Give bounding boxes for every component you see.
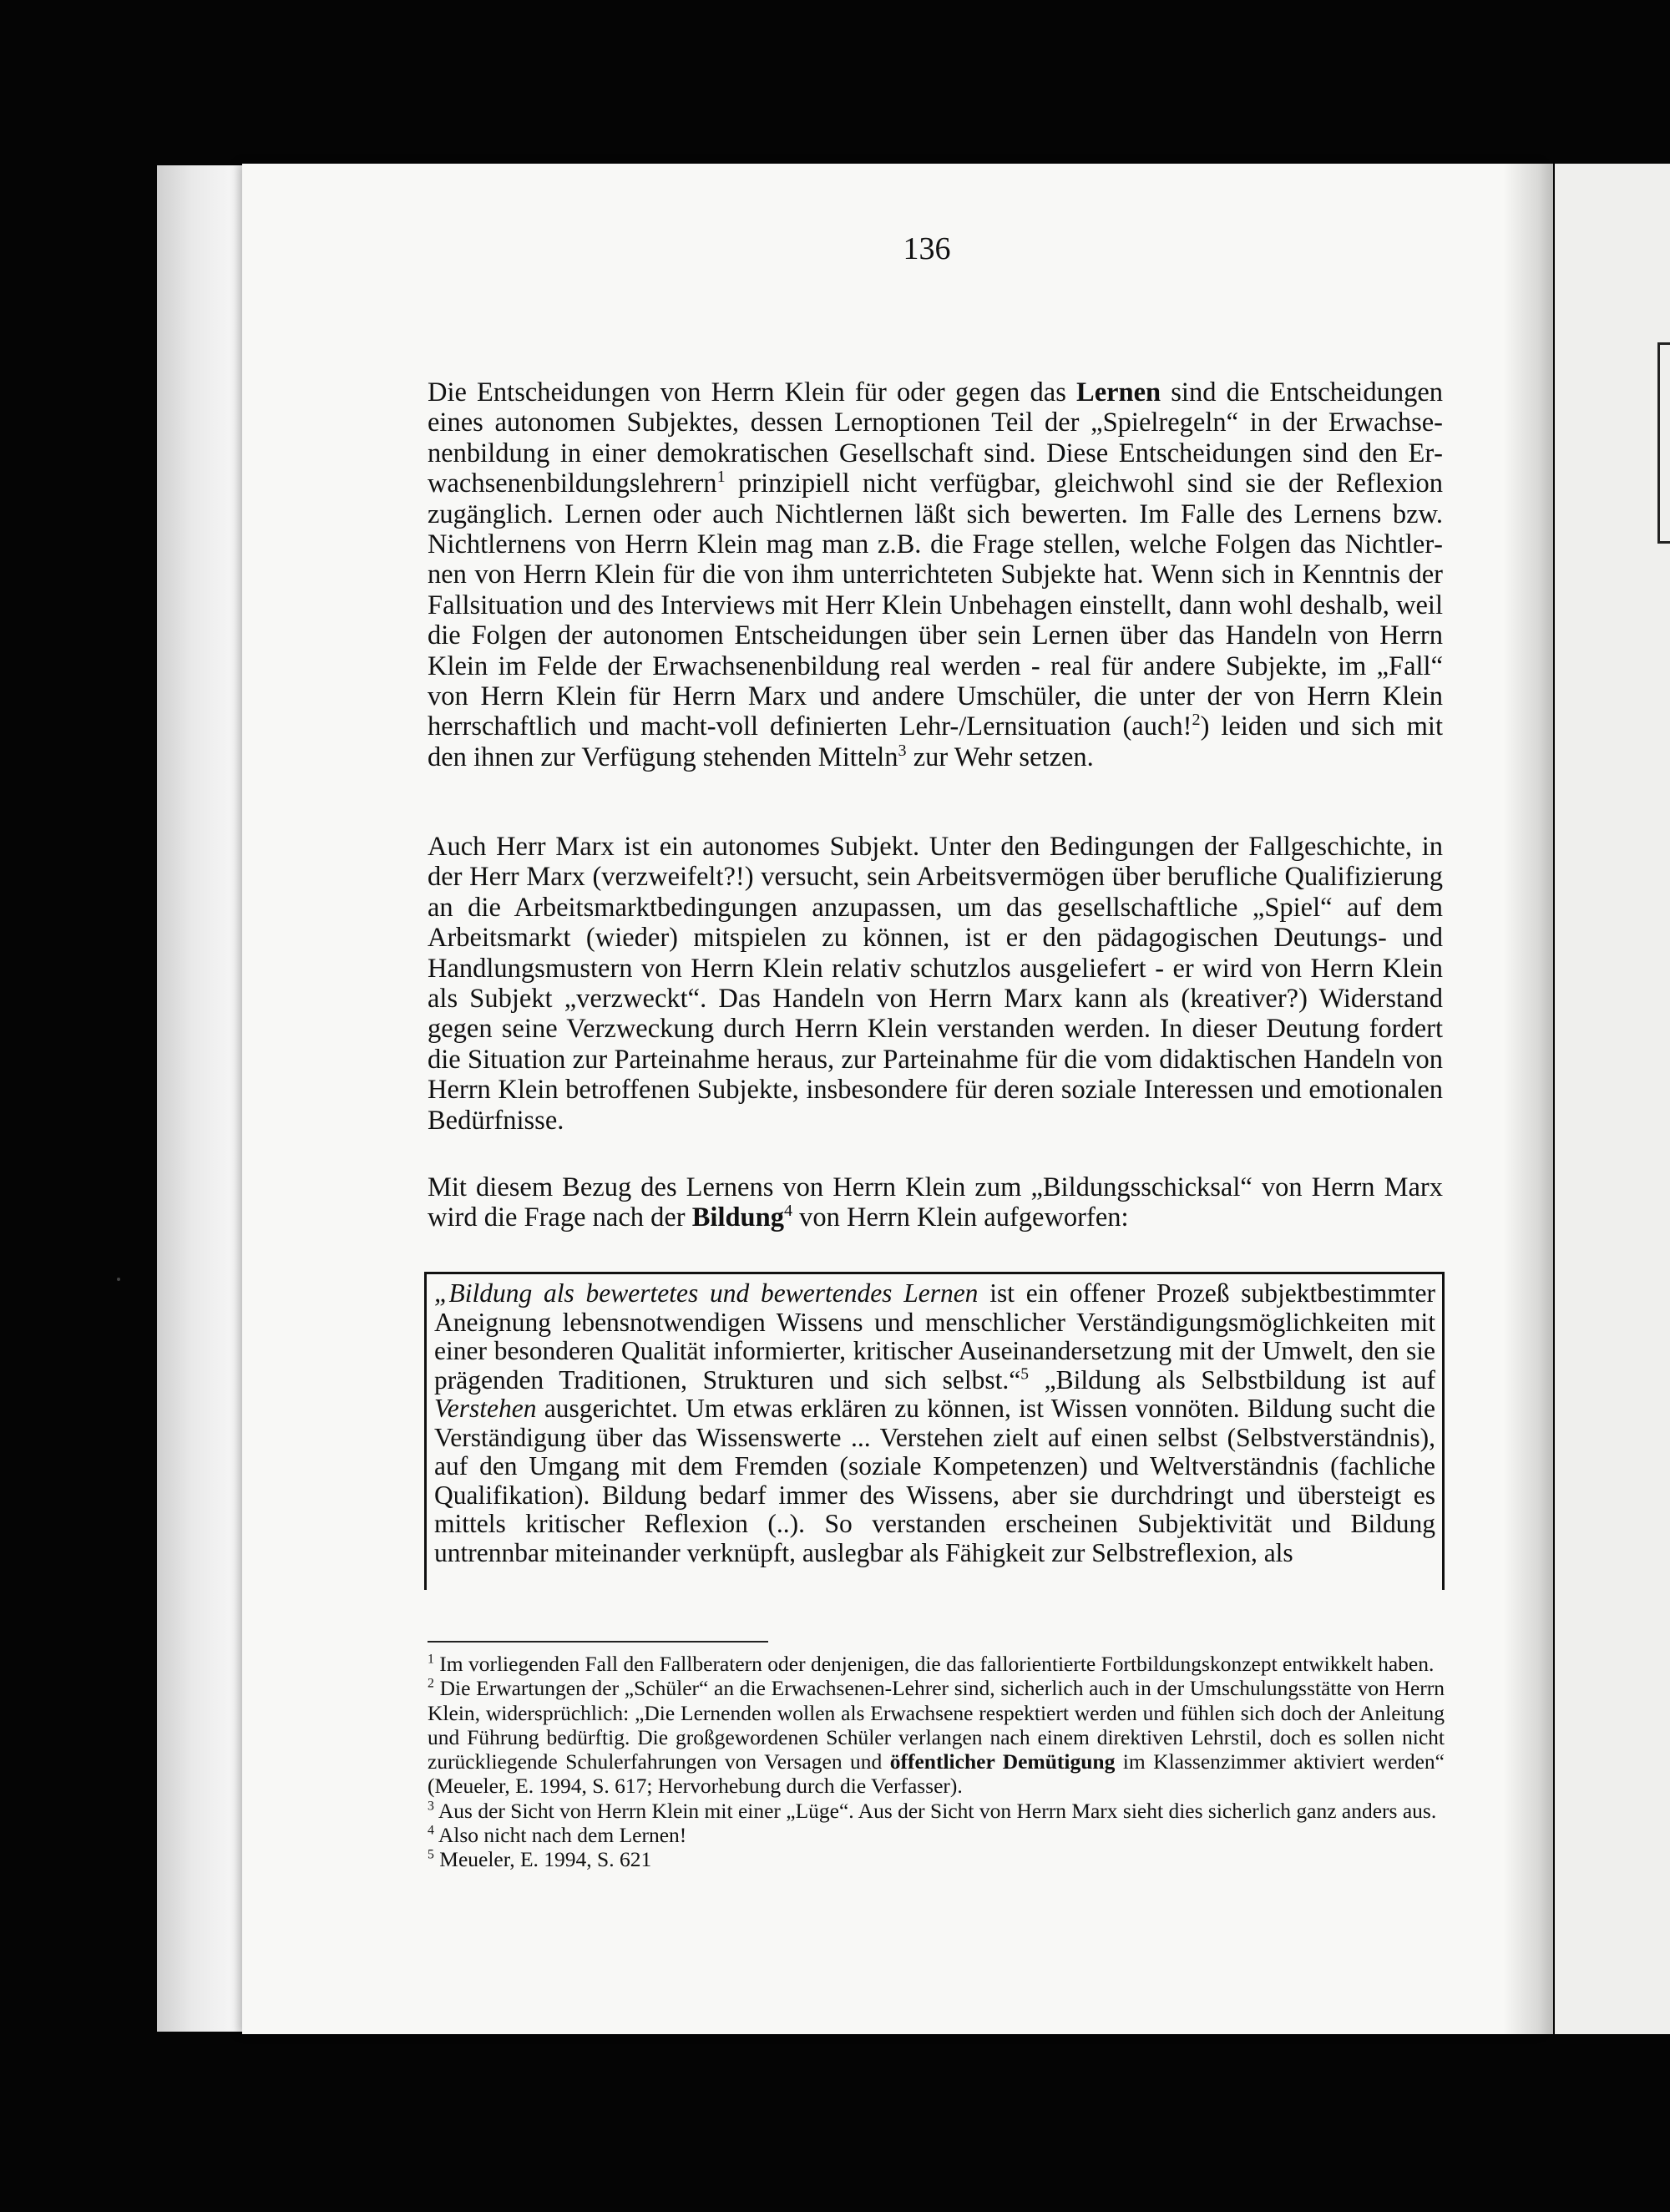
facing-page-strip (1555, 164, 1670, 2034)
footnote-separator (428, 1641, 768, 1643)
paragraph-2: Auch Herr Marx ist ein autonomes Subjekt. Unter den Bedingungen der Fallgeschichte, in der Herr Marx (verzweifelt?!) versucht, sein Arbeitsvermögen über berufliche Qualifizierung an die Arbeitsmarktbedingungen anzupassen, um das gesellschaftliche „Spiel“ auf dem Arbeitsmarkt (wieder) mitspielen zu können, ist er den pädagogischen Deutungs- und Handlungsmustern von Herrn Klein relativ schutzlos ausgeliefert - er wird von Herrn Klein als Subjekt „verzweckt“. Das Handeln von Herrn Marx kann als (kreativer?) Widerstand gegen seine Verzweckung durch Herrn Klein verstanden werden. In dieser Deutung fordert die Situation zur Parteinahme heraus, zur Parteinahme für die vom didaktischen Handeln von Herrn Klein betroffenen Subjekte, insbesondere für deren soziale Interessen und emotionalen Bedürfnisse. (428, 832, 1443, 1136)
footnote-ref-3: 3 (898, 742, 907, 761)
scan-speck (117, 1278, 120, 1281)
footnote-ref-5: 5 (1020, 1365, 1029, 1383)
footnotes (428, 1652, 1445, 1872)
footnote-4: $^4$ Also nicht nach dem Lernen! (428, 1823, 687, 1848)
bold-lernen: Lernen (1076, 377, 1161, 407)
footnote-ref-1: 1 (716, 468, 726, 487)
footnote-ref-2: 2 (1192, 711, 1201, 730)
paragraph-3: Mit diesem Bezug des Lernens von Herrn Klein zum „Bildungsschicksal“ von Herrn Marx wird die Frage nach der Bildung$^4$ von Herrn Klein aufgeworfen: (428, 1172, 1443, 1233)
footnote-1: $^1$ Im vorliegenden Fall den Fallberatern oder denjenigen, die das fallorientierte Fortbildungskonzept entwikkelt haben. (428, 1652, 1435, 1676)
bold-bildung: Bildung (691, 1202, 784, 1233)
page-number: 136 (903, 231, 951, 266)
footnote-5: $^5$ Meueler, E. 1994, S. 621 (428, 1847, 652, 1872)
facing-page-box-fragment (1657, 342, 1670, 544)
quote-box: „Bildung als bewertetes und bewertendes Lernen ist ein offener Prozeß subjektbestimmter Aneignung lebensnotwendigen Wissens und menschlicher Verständigungsmöglichkeiten mit einer besonderen Qualität informierter, kritischer Auseinandersetzung mit der Umwelt, den sie prägenden Traditionen, Strukturen und sich selbst.“$^5$ „Bildung als Selbstbildung ist auf Verstehen ausgerichtet. Um etwas erklären zu können, ist Wissen vonnöten. Bildung sucht die Verständigung über das Wissenswerte ... Verstehen zielt auf einen selbst (Selbstverständnis), auf den Umgang mit dem Fremden (soziale Kompetenzen) und Weltverständnis (fachliche Qualifikation). Bildung bedarf immer des Wissens, aber sie durchdringt und übersteigt es mittels kritischer Reflexion (..). So verstanden erscheinen Subjektivität und Bildung untrennbar miteinander verknüpft, auslegbar als Fähigkeit zur Selbstreflexion, als (424, 1272, 1445, 1590)
paragraph-1: Die Entscheidungen von Herrn Klein für oder gegen das Lernen sind die Entscheidungen eines autonomen Subjektes, dessen Lernoptionen Teil der „Spielregeln“ in der Erwachsenenbildung in einer demokratischen Gesellschaft sind. Diese Entscheidungen sind den Erwachsenenbildungslehrern$^1$ prinzipiell nicht verfügbar, gleichwohl sind sie der Reflexion zugänglich. Lernen oder auch Nichtlernen läßt sich bewerten. Im Falle des Lernens bzw. Nichtlernens von Herrn Klein mag man z.B. die Frage stellen, welche Folgen das Nichtlernen von Herrn Klein für die von ihm unterrichteten Subjekte hat. Wenn sich in Kenntnis der Fallsituation und des Interviews mit Herr Klein Unbehagen einstellt, dann wohl deshalb, weil die Folgen der autonomen Entscheidungen über sein Lernen über das Handeln von Herrn Klein im Felde der Erwachsenenbildung real werden - real für andere Subjekte, im „Fall“ von Herrn Klein für Herrn Marx und andere Umschüler, die unter der von Herrn Klein herrschaftlich und macht-voll definierten Lehr-/Lernsituation (auch!$^2$) leiden und sich mit den ihnen zur Verfügung stehenden Mitteln$^3$ zur Wehr setzen. (428, 377, 1444, 772)
footnote-ref-4: 4 (783, 1202, 793, 1221)
footnote-2: $^2$ Die Erwartungen der „Schüler“ an die Erwachsenen-Lehrer sind, sicherlich auch in der Umschulungsstätte von Herrn Klein, widersprüchlich: „Die Lernenden wollen als Erwachsene respektiert werden und fühlen sich doch der Anleitung und Führung bedürftig. Die großgewordenen Schüler verlangen nach einem direktiven Lehrstil, doch es sollen nicht zurückliegende Schulerfahrungen von Versagen und öffentlicher Demütigung im Klassenzimmer aktiviert werden“ (Meueler, E. 1994, S. 617; Hervorhebung durch die Verfasser). (428, 1676, 1445, 1799)
spine-shadow (1503, 164, 1553, 2034)
footnote-3: $^3$ Aus der Sicht von Herrn Klein mit einer „Lüge“. Aus der Sicht von Herrn Marx sieht dies sicherlich ganz anders aus. (428, 1798, 1437, 1823)
